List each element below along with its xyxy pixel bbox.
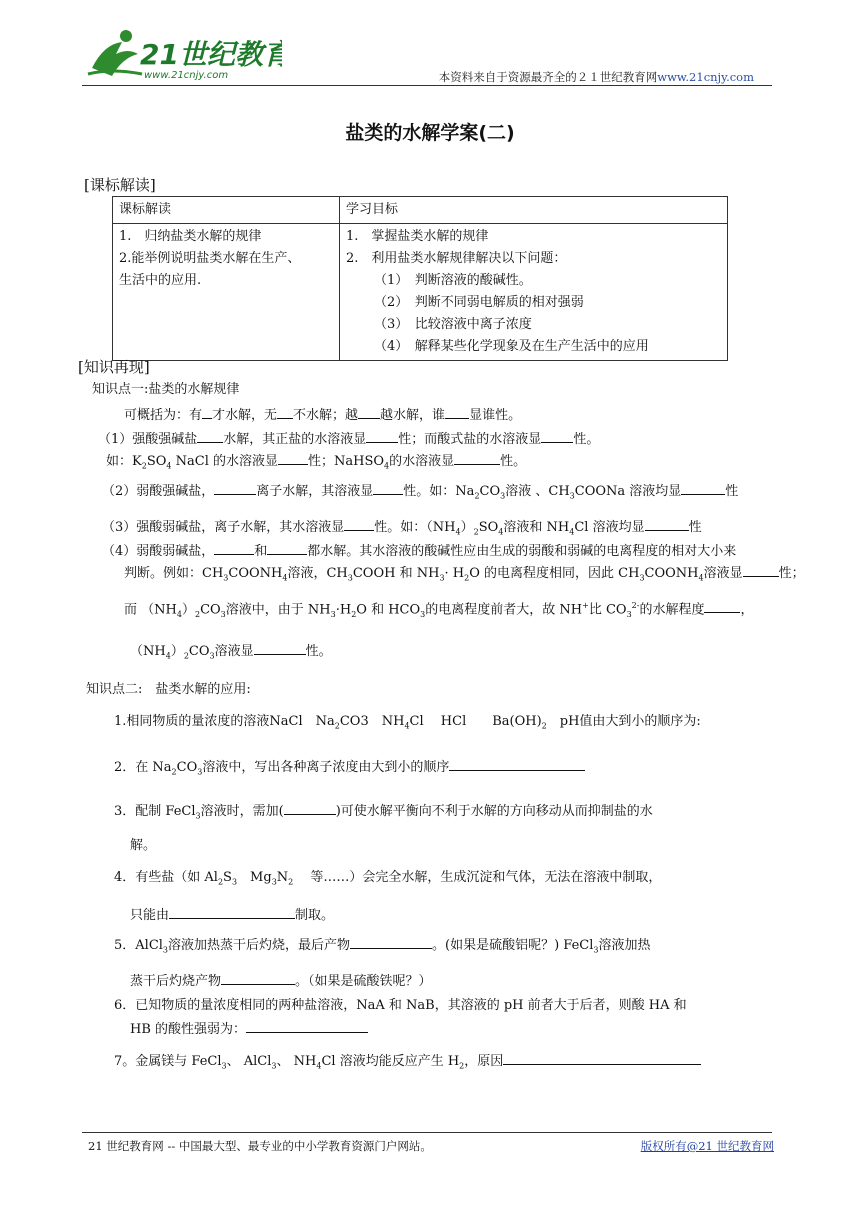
section-heading-knowledge: [知识再现] — [78, 358, 150, 376]
section-heading-standards: [课标解读] — [84, 176, 156, 194]
header-rule — [82, 85, 772, 86]
site-logo — [82, 24, 282, 84]
kp1-title: 知识点一:盐类的水解规律 — [92, 382, 240, 397]
kp2-title: 知识点二: 盐类水解的应用: — [86, 682, 251, 697]
list-item: （3） 比较溶液中离子浓度 — [374, 317, 532, 332]
footer-rule — [82, 1132, 772, 1133]
kp1-line-4: （3）强酸弱碱盐，离子水解，其水溶液显 性。如：$(NH_4)_2SO_4$溶液和 $NH_4Cl$ 溶液均显 性 — [102, 516, 702, 543]
kp2-question-6-cont: HB 的酸性强弱为： — [130, 1018, 368, 1040]
kp1-line-6: 判断。例如：$CH_3COONH_4$溶液，$CH_3COOH$ 和 $NH_3\cdot H_2O$ 的电离程度相同，因此 $CH_3COONH_4$溶液显 性； — [124, 562, 805, 589]
kp2-question-5: 5．AlCl$_3$溶液加热蒸干后灼烧，最后产物 。(如果是硫酸铝呢？) FeCl$_3$溶液加热 — [114, 934, 651, 961]
list-item: 2. 利用盐类水解规律解决以下问题： — [346, 251, 567, 266]
kp2-question-5-cont: 蒸干后灼烧产物 。（如果是硫酸铁呢？） — [130, 970, 432, 992]
kp1-line-5: （4）弱酸弱碱盐， 和 都水解。其水溶液的酸碱性应由生成的弱酸和弱碱的电离程度的相对大小来 — [102, 540, 736, 562]
list-item: （1） 判断溶液的酸碱性。 — [374, 273, 532, 288]
list-item: 2.能举例说明盐类水解在生产、 — [119, 251, 301, 266]
kp1-line-1: （1）强酸强碱盐 水解，其正盐的水溶液显 性；而酸式盐的水溶液显 性。 — [98, 428, 599, 450]
list-item: （2） 判断不同弱电解质的相对强弱 — [374, 295, 584, 310]
kp2-question-3: 3．配制 FeCl$_3$溶液时，需加( )可使水解平衡向不利于水解的方向移动从而抑制盐的水 — [114, 800, 653, 827]
kp2-question-3-cont: 解。 — [130, 838, 157, 853]
svg-text:21世纪教育: 21世纪教育 — [140, 38, 282, 71]
kp2-question-6: 6．已知物质的量浓度相同的两种盐溶液，NaA 和 NaB，其溶液的 pH 前者大于后者，则酸 HA 和 — [114, 998, 687, 1013]
footer-copyright-link[interactable]: 版权所有@21 世纪教育网 — [640, 1139, 774, 1153]
kp2-question-1: 1.相同物质的量浓度的溶液NaCl $Na_2CO3$ $NH_4Cl$ HCl $Ba(OH)_2$ pH值由大到小的顺序为: — [114, 714, 701, 731]
footer-text: 21 世纪教育网 -- 中国最大型、最专业的中小学教育资源门户网站。 — [88, 1139, 432, 1153]
goals-cell — [340, 224, 728, 361]
list-item: 生活中的应用. — [119, 273, 202, 288]
kp1-line-7: 而 $(NH_4)_2CO_3$溶液中，由于 $NH_3\cdot H_2O$ 和 $HCO_3$的电离程度前者大，故 NH+比 $CO_3^{2-}$的水解程度 ， — [124, 596, 754, 625]
kp1-line-2: 如：$K_2SO_4$ NaCl 的水溶液显 性；NaHSO$_4$的水溶液显 性。 — [106, 450, 526, 477]
kp2-question-4-cont: 只能由 制取。 — [130, 904, 334, 926]
page-title: 盐类的水解学案(二) — [345, 122, 515, 144]
standards-cell — [113, 224, 340, 361]
list-item: 1. 掌握盐类水解的规律 — [346, 229, 489, 244]
svg-text:www.21cnjy.com: www.21cnjy.com — [144, 70, 229, 81]
list-item: 1. 归纳盐类水解的规律 — [119, 229, 262, 244]
table-head-goals: 学习目标 — [340, 197, 728, 224]
kp2-question-2: 2．在 $Na_2CO_3$溶液中，写出各种离子浓度由大到小的顺序 — [114, 756, 585, 783]
header-note: 本资料来自于资源最齐全的２１世纪教育网www.21cnjy.com — [438, 70, 754, 84]
standards-table — [112, 196, 728, 361]
list-item: （4） 解释某些化学现象及在生产生活中的应用 — [374, 339, 649, 354]
kp1-line-8: $(NH_4)_2CO_3$溶液显 性。 — [130, 640, 332, 667]
kp1-summary: 可概括为：有 才水解，无 不水解；越 越水解，谁 显谁性。 — [124, 404, 521, 426]
header-url[interactable]: www.21cnjy.com — [657, 70, 754, 84]
kp1-line-3: （2）弱酸强碱盐， 离子水解，其溶液显 性。如：$Na_2CO_3$溶液 、$CH_3COONa$ 溶液均显 性 — [102, 480, 738, 507]
kp2-question-4: 4．有些盐（如 $Al_2S_3$ $Mg_3N_2$ 等……）会完全水解，生成沉淀和气体，无法在溶液中制取， — [114, 870, 662, 887]
table-head-standards: 课标解读 — [113, 197, 340, 224]
kp2-question-7: 7。金属镁与 FeCl$_3$、 AlCl$_3$、 $NH_4Cl$ 溶液均能反应产生 $H_2$，原因 — [114, 1050, 701, 1077]
